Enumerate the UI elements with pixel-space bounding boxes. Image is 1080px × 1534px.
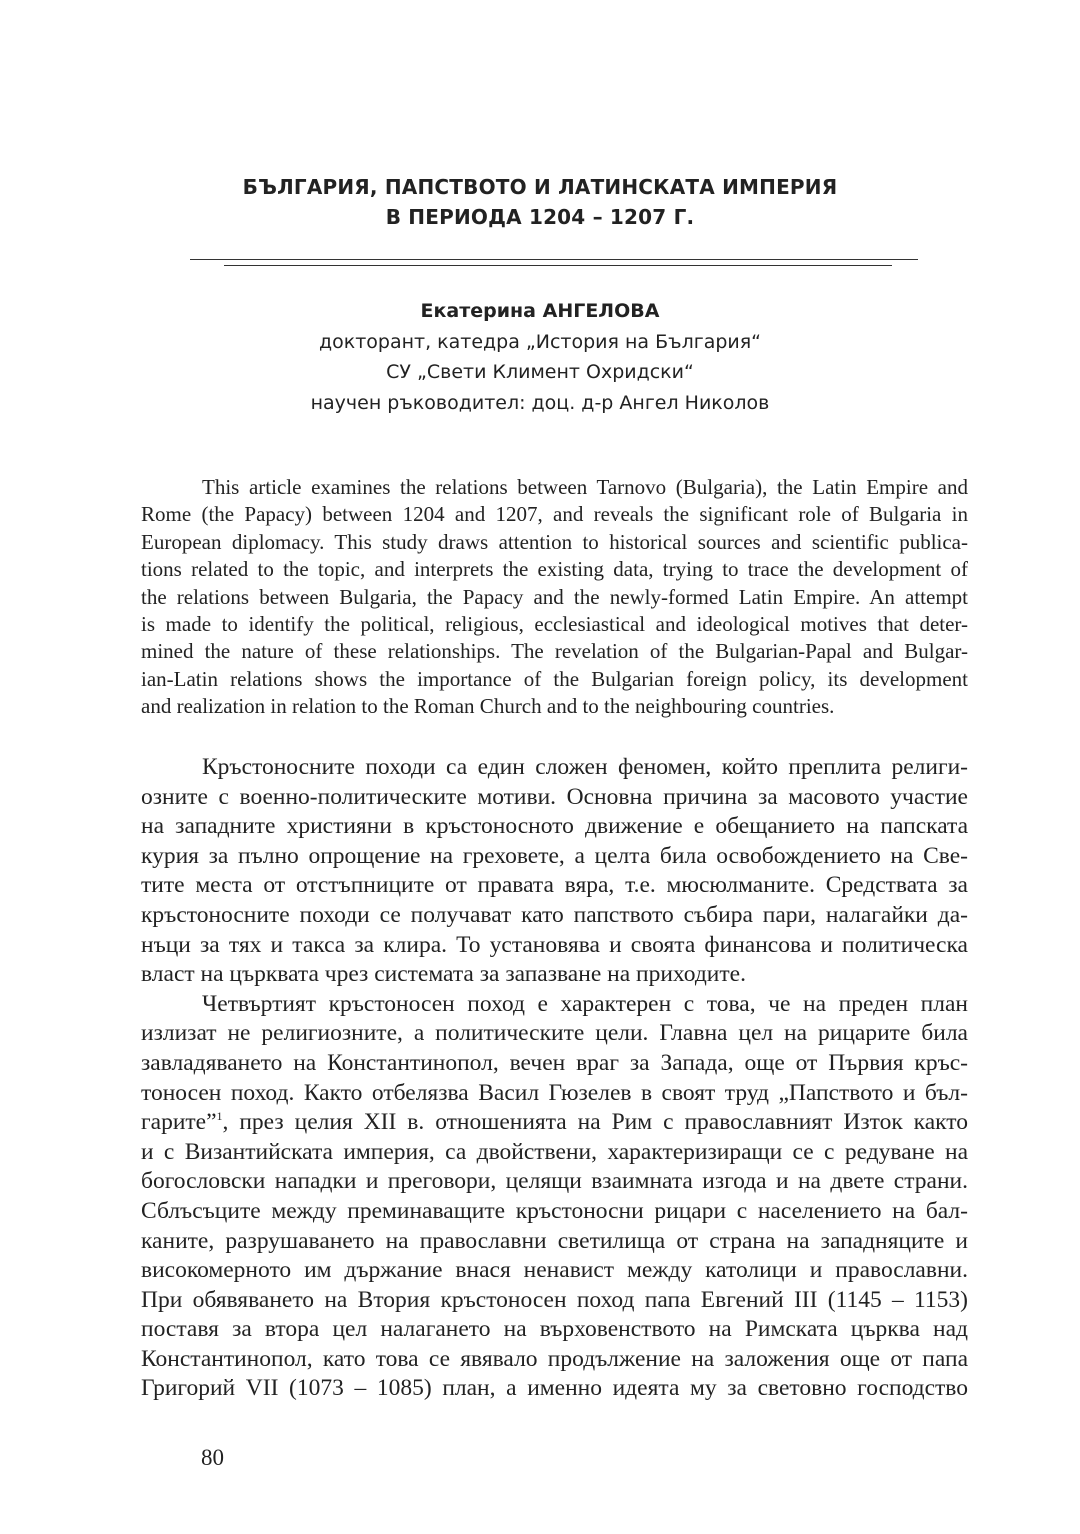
author-supervisor: научен ръководител: доц. д-р Ангел Николов: [310, 391, 770, 414]
abstract-line: ian-Latin relations shows the importance of the Bulgarian foreign policy, its development: [141, 666, 968, 691]
body-line: курия за пълно опрощение на греховете, а целта била освобождението на Све-: [141, 842, 968, 869]
body-line: Кръстоносните походи са един сложен феномен, който преплита религи-: [202, 754, 968, 780]
title-rule-bottom: [224, 265, 892, 266]
author-position: докторант, катедра „История на България“: [318, 330, 762, 353]
body-line: каните, разрушаването на православни светилища от страна на западняците и: [141, 1227, 968, 1254]
article-title-line-2: В ПЕРИОДА 1204 – 1207 Г.: [385, 205, 695, 229]
body-line-with-footnote: [141, 1108, 968, 1138]
body-line: високомерното им държание внася ненавист между католици и православни.: [141, 1257, 968, 1284]
abstract: [141, 474, 968, 721]
article-title: [0, 172, 1080, 232]
footnote-reference[interactable]: 1: [216, 1109, 223, 1124]
body-line: тите места от отстъпниците от правата вяра, т.е. мюсюлманите. Средствата за: [141, 872, 968, 899]
page-number: 80: [201, 1445, 224, 1470]
article-title-line-1: БЪЛГАРИЯ, ПАПСТВОТО И ЛАТИНСКАТА ИМПЕРИЯ: [242, 175, 838, 199]
abstract-line: European diplomacy. This study draws attention to historical sources and scientific publica-: [141, 529, 968, 554]
title-rule-top: [190, 259, 918, 260]
body-line: нъци за тях и такса за клира. То установява и своята финансова и политическа: [141, 931, 968, 958]
body-line: богословски нападки и преговори, целящи взаимната изгода и на двете страни.: [141, 1168, 968, 1195]
body-line: Григорий VII (1073 – 1085) план, а именно идеята му за световно господство: [141, 1375, 968, 1402]
body-line: Четвъртият кръстоносен поход е характерен с това, че на преден план: [202, 990, 968, 1017]
abstract-line: and realization in relation to the Roman Church and to the neighbouring countries.: [141, 694, 835, 719]
abstract-line: the relations between Bulgaria, the Papacy and the newly-formed Latin Empire. An attempt: [141, 584, 968, 609]
abstract-line: Rome (the Papacy) between 1204 and 1207, and reveals the significant role of Bulgaria in: [141, 502, 968, 527]
body-line: Сблъсъците между преминаващите кръстоносни рицари с населението на бал-: [141, 1197, 968, 1224]
paragraph-1: [141, 753, 968, 990]
body-line: кръстоносните походи се получават като папството събира пари, налагайки да-: [141, 901, 968, 928]
body-line: тоносен поход. Както отбелязва Васил Гюзелев в своят труд „Папството и бъл-: [141, 1079, 968, 1106]
author-block: [0, 296, 1080, 418]
body-line: Константинопол, като това се явявало продължение на заложения още от папа: [141, 1345, 968, 1372]
body-line: поставя за втора цел налагането на върховенството на Римската църква над: [141, 1316, 968, 1343]
abstract-line: is made to identify the political, religious, ecclesiastical and ideological motives that deter-: [141, 612, 968, 637]
body-line-segment: гарите”: [141, 1109, 217, 1136]
body-line-segment: , през целия XII в. отношенията на Рим с православният Изток както: [222, 1109, 968, 1136]
body-line: и с Византийската империя, са двойствени, характеризиращи се с редуване на: [141, 1138, 968, 1165]
body-line: излизат не религиозните, а политическите цели. Главна цел на рицарите била: [141, 1020, 968, 1047]
body-line: на западните християни в кръстоносното движение е обещанието на папската: [141, 813, 968, 840]
body-line: озните с военно-политическите мотиви. Основна причина за масовото участие: [141, 783, 968, 810]
author-university: СУ „Свети Климент Охридски“: [386, 361, 694, 383]
abstract-line: mined the nature of these relationships. The revelation of the Bulgarian-Papal and Bulgar-: [141, 639, 968, 664]
body-text: [141, 753, 968, 1404]
body-line: При обявяването на Втория кръстоносен поход папа Евгений III (1145 – 1153): [141, 1286, 968, 1313]
abstract-line: tions related to the topic, and interprets the existing data, trying to trace the development of: [141, 557, 968, 582]
body-line: власт на църквата чрез системата за запазване на приходите.: [141, 961, 746, 988]
abstract-line: This article examines the relations between Tarnovo (Bulgaria), the Latin Empire and: [202, 475, 968, 499]
author-name: Екатерина АНГЕЛОВА: [420, 300, 660, 322]
paragraph-2: [141, 990, 968, 1404]
body-line: завладяването на Константинопол, вечен враг за Запада, още от Първия кръс-: [141, 1049, 968, 1076]
